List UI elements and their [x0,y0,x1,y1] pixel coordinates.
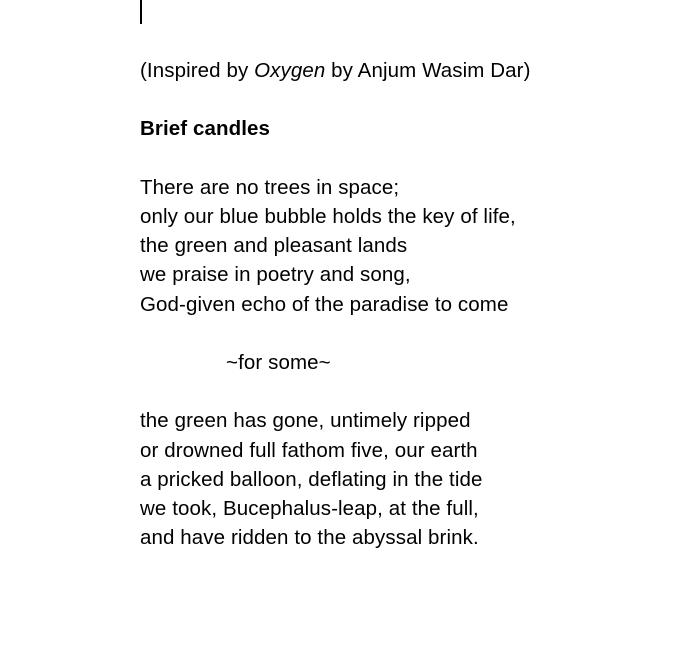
inspiration-work-title: Oxygen [254,59,326,82]
document-body[interactable] [140,56,660,552]
inspiration-prefix: (Inspired by [140,59,255,82]
blank-line [140,144,660,173]
poem-title: Brief candles [140,117,271,141]
poem-line: and have ridden to the abyssal brink. [140,526,479,550]
stanza-1 [140,173,660,319]
poem-line: we praise in poetry and song, [140,263,411,287]
poem-line: There are no trees in space; [140,175,400,199]
stanza-2 [140,406,660,552]
text-cursor [140,0,142,24]
poem-line: God-given echo of the paradise to come [140,292,509,316]
blank-line [140,85,660,114]
blank-line [140,377,660,406]
poem-line: a pricked balloon, deflating in the tide [140,467,483,491]
poem-line: the green has gone, untimely ripped [140,409,471,433]
poem-line: or drowned full fathom five, our earth [140,438,478,462]
interlude-line: ~for some~ [226,350,331,374]
inspiration-suffix: by Anjum Wasim Dar) [325,59,531,82]
inspiration-line [140,56,660,85]
poem-line: we took, Bucephalus-leap, at the full, [140,496,479,520]
poem-line: the green and pleasant lands [140,234,408,258]
blank-line [140,319,660,348]
poem-line: only our blue bubble holds the key of life, [140,204,516,228]
